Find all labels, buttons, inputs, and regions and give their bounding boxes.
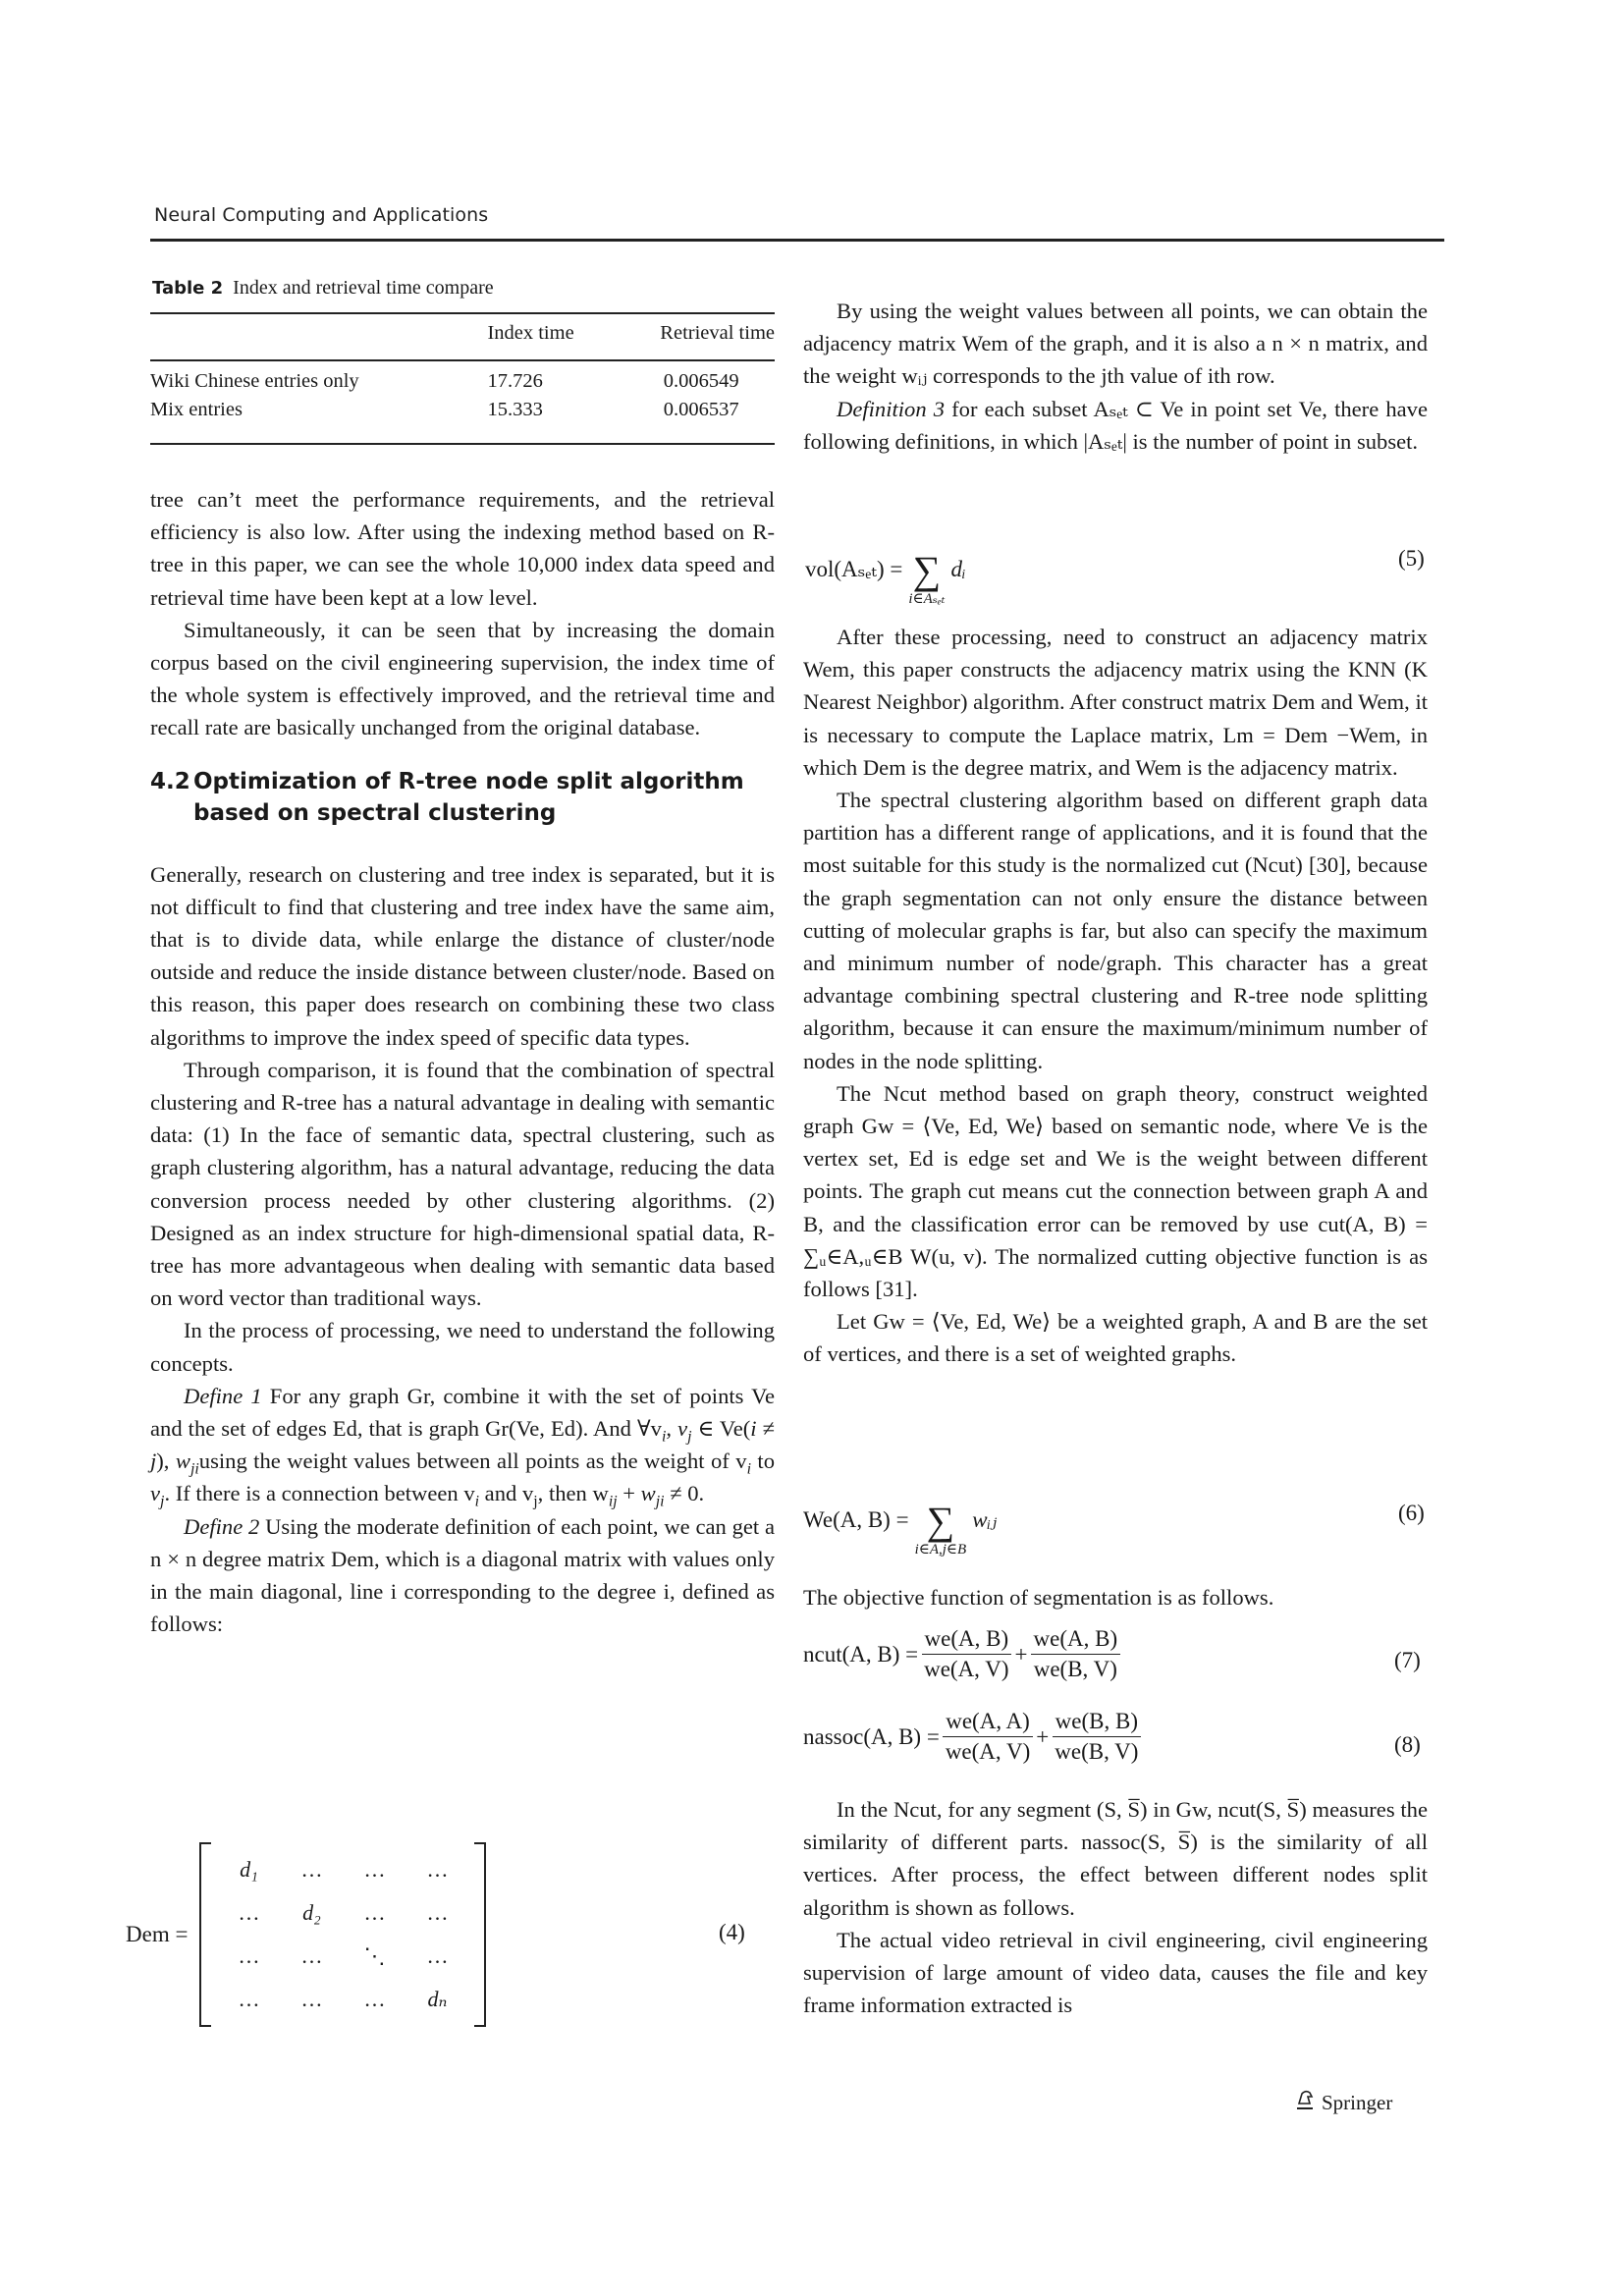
index-retrieval-table [150,312,775,424]
paragraph: In the process of processing, we need to understand the following concepts. [150,1318,775,1376]
paragraph: The spectral clustering algorithm based on different graph data partition has a different range of applications, and it is found that the most suitable for this study is the normalized cut (Ncut) [30], because the graph segmentation can not only ensure the distance between cutting of molecular graphs is far, but also can specify the maximum and minimum number of node/graph. This character has a great advantage combining spectral clustering and R-tree node splitting algorithm, because it can ensure the maximum/minimum number of nodes in the node splitting. [803,788,1428,1073]
table-label: Table 2 [152,278,224,299]
table-cell: Mix entries [150,399,243,420]
equation-number: (8) [1394,1732,1421,1757]
table-header-cell [150,312,487,356]
right-column-top [803,295,1428,458]
springer-horse-icon [1294,2088,1316,2117]
equation-7: ncut(A, B) = $\frac{we(A, B)}{we(A, V)}$ + $\frac{we(A, B)}{we(B, V)}$ [803,1626,1123,1682]
paragraph: The objective function of segmentation is as follows. [803,1585,1274,1610]
table-row [150,396,775,424]
paragraph: Simultaneously, it can be seen that by increasing the domain corpus based on the civil engineering supervision, the index time of the whole system is effectively improved, and the retrieval time and recall rate are basically unchanged from the original database. [150,617,775,740]
table-bottom-rule [150,443,775,445]
table-caption [152,277,494,300]
definition-3-paragraph: Definition 3 for each subset Aₛₑₜ ⊂ Ve in point set Ve, there have following definitions, in which |Aₛₑₜ| is the number of point in subset. [803,396,1428,454]
table-mid-rule [150,359,775,361]
table-header-cell: Retrieval time [660,322,775,344]
paragraph: In the Ncut, for any segment (S, S̅) in Gw, ncut(S, S̅) measures the similarity of different parts. nassoc(S, S̅) is the similarity of all vertices. After process, the effect between different nodes split algorithm is shown as follows. [803,1797,1428,1920]
table-cell: 17.726 [487,370,543,392]
table-row [150,356,775,396]
journal-running-head: Neural Computing and Applications [154,204,489,226]
define-1-paragraph: Define 1 For any graph Gr, combine it with the set of points Ve and the set of edges Ed, that is graph Gr(Ve, Ed). And $\forall v_i$, $v_j$ ∈ Ve(i ≠ j), $w_{ji}using$ the weight values between all points as the weight of $v_i$ to $v_j$. If there is a connection between $v_i$ and $v_j$, then $w_{ij} + w_{ji} \ne 0$. [150,1383,775,1510]
section-title-line2: based on spectral clustering [193,799,557,826]
equation-6: We(A, B) = ∑ i∈A,j∈B wᵢⱼ [803,1499,998,1558]
equation-8: nassoc(A, B) = $\frac{we(A, A)}{we(A, V)}$ + $\frac{we(B, B)}{we(B, V)}$ [803,1709,1144,1765]
summation: ∑ i∈Aₛₑₜ [908,548,946,607]
section-number: 4.2 [150,768,190,794]
paragraph: The Ncut method based on graph theory, construct weighted graph Gw = ⟨Ve, Ed, We⟩ based on semantic node, where Ve is the vertex set, Ed is edge set and We is the weight between different points. The graph cut means cut the connection between graph A and B, and the classification error can be removed by use cut(A, B) = ∑ᵤ∈A,ᵤ∈B W(u, v). The normalized cutting objective function is as follows [31]. [803,1080,1428,1302]
define-2-label: Define 2 [184,1513,260,1539]
degree-matrix: d₁ … … … … d₂ … … … … ⋱ … … … … dₙ [199,1842,486,2027]
summation: ∑ i∈A,j∈B [914,1499,967,1558]
table-cell: 0.006537 [663,399,739,420]
header-rule [150,239,1444,242]
publisher-footer [1294,2088,1392,2117]
section-heading [150,766,775,829]
right-column-middle [803,621,1428,1371]
table-cell: 15.333 [487,399,543,420]
define-1-label: Define 1 [184,1383,262,1408]
equation-number: (5) [1398,546,1425,571]
paragraph: After these processing, need to construct an adjacency matrix Wem, this paper constructs the adjacency matrix using the KNN (K Nearest Neighbor) algorithm. After construct matrix Dem and Wem, it is necessary to compute the Laplace matrix, Lm = Dem −Wem, in which Dem is the degree matrix, and Wem is the adjacency matrix. [803,625,1428,780]
table-cell: 0.006549 [663,370,739,392]
paragraph: Generally, research on clustering and tree index is separated, but it is not difficult to find that clustering and tree index have the same aim, that is to divide data, while enlarge the distance of cluster/node outside and reduce the inside distance between cluster/node. Based on this reason, this paper does research on combining these two class algorithms to improve the index speed of specific data types. [150,861,775,1050]
paragraph: The actual video retrieval in civil engineering, civil engineering supervision of large amount of video data, causes the file and key frame information extracted is [803,1927,1428,2018]
paragraph: Through comparison, it is found that the combination of spectral clustering and R-tree has a natural advantage in dealing with semantic data: (1) In the face of semantic data, spectral clustering, such as graph clustering algorithm, has a natural advantage, reducing the data conversion process needed by other clustering algorithms. (2) Designed as an index structure for high-dimensional spatial data, R-tree has more advantageous when dealing with semantic data based on word vector than traditional ways. [150,1057,775,1311]
definition-3-label: Definition 3 [837,396,946,421]
left-column [150,483,775,1641]
table-cell: Wiki Chinese entries only [150,370,359,392]
paragraph: Let Gw = ⟨Ve, Ed, We⟩ be a weighted graph, A and B are the set of vertices, and there is a set of weighted graphs. [803,1309,1428,1367]
right-column-bottom [803,1793,1428,2021]
table-caption-text: Index and retrieval time compare [233,277,494,299]
equation-5: vol(Aₛₑₜ) = ∑ i∈Aₛₑₜ dᵢ [805,548,966,607]
paragraph: tree can’t meet the performance requirements, and the retrieval efficiency is also low. After using the indexing method based on R-tree in this paper, we can see the whole 10,000 index data speed and retrieval time have been kept at a low level. [150,487,775,610]
equation-number: (4) [719,1920,745,1944]
paragraph: By using the weight values between all points, we can obtain the adjacency matrix Wem of the graph, and it is also a n × n matrix, and the weight wᵢⱼ corresponds to the jth value of ith row. [803,299,1428,389]
publisher-name: Springer [1322,2090,1393,2114]
equation-4 [126,1842,486,2027]
equation-number: (7) [1394,1648,1421,1672]
define-2-paragraph: Define 2 Using the moderate definition of each point, we can get a n × n degree matrix Dem, which is a diagonal matrix with values only in the main diagonal, line i corresponding to the degree i, defined as follows: [150,1513,776,1637]
table-header-cell: Index time [487,322,574,344]
equation-lhs: Dem = [126,1922,189,1946]
section-title-line1: Optimization of R-tree node split algorithm [193,768,744,794]
equation-number: (6) [1398,1501,1425,1525]
table-header-row [150,312,775,356]
